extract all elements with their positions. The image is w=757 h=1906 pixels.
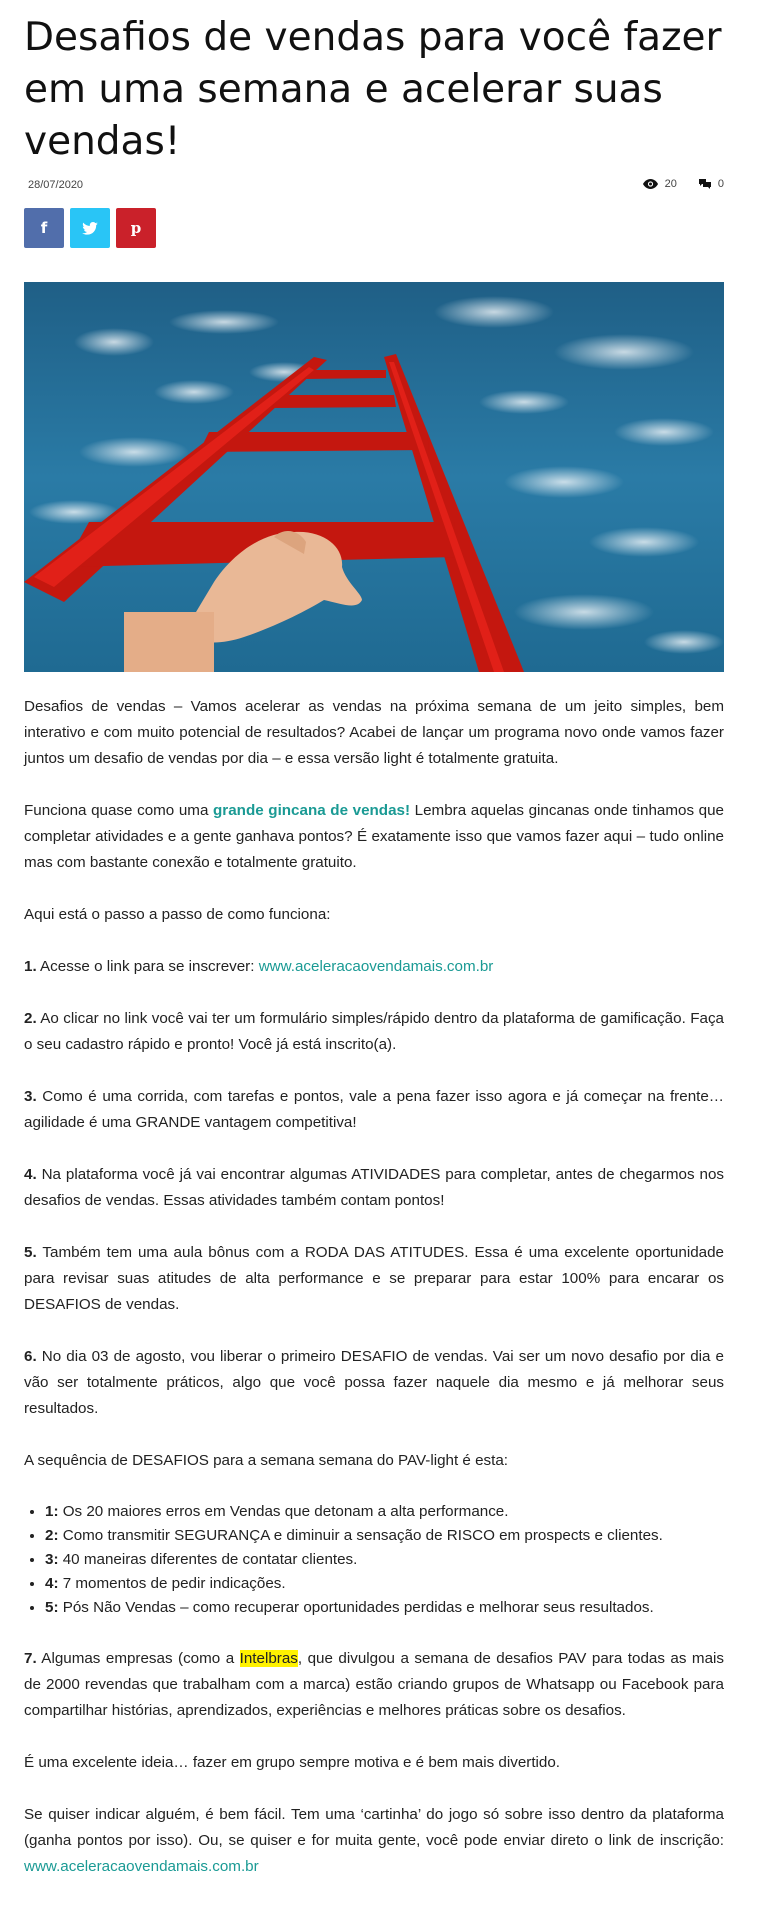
sequence-intro: A sequência de DESAFIOS para a semana semana do PAV-light é esta: — [24, 1452, 509, 1469]
step-7 — [24, 1646, 724, 1724]
step-5 — [24, 1240, 724, 1318]
challenges-list — [24, 1500, 724, 1620]
step-number: 7. — [24, 1650, 37, 1667]
list-item — [45, 1548, 724, 1572]
text-span: No dia 03 de agosto, vou liberar o primeiro DESAFIO de vendas. Vai ser um novo desafio por dia e vão ser totalmente práticos, algo que você possa fazer naquele dia mesmo e já melhorar seus resultados. — [24, 1348, 724, 1417]
text-span: Algumas empresas (como a — [36, 1650, 240, 1667]
intro-paragraph: Desafios de vendas – Vamos acelerar as vendas na próxima semana de um jeito simples, bem interativo e com muito potencial de resultados? Acabei de lançar um programa novo onde vamos fazer juntos um desafio de vendas por dia – e essa versão light é totalmente gratuita. — [24, 698, 724, 767]
views-count: 20 — [664, 178, 677, 190]
comments-icon — [699, 179, 711, 189]
text-span: Se quiser indicar alguém, é bem fácil. Tem uma ‘cartinha’ do jogo só sobre isso dentro da plataforma (ganha pontos por isso). Ou, se quiser e for muita gente, você pode enviar direto o link de inscrição: — [24, 1806, 724, 1849]
facebook-icon: f — [40, 219, 48, 237]
text-span: Também tem uma aula bônus com a RODA DAS ATITUDES. Essa é uma excelente oportunidade para revisar suas atitudes de alta performance e se preparar para estar 100% para encarar os DESAFIOS de vendas. — [24, 1244, 724, 1313]
step-number: 1. — [24, 958, 37, 975]
text-span: Funciona quase como uma — [24, 802, 214, 819]
list-item — [45, 1524, 724, 1548]
facebook-share-button[interactable] — [24, 208, 64, 248]
article-body — [24, 694, 724, 1880]
list-item — [45, 1596, 724, 1620]
list-item — [45, 1500, 724, 1524]
list-number: 4: — [45, 1575, 59, 1592]
list-number: 5: — [45, 1599, 59, 1616]
step-6 — [24, 1344, 724, 1422]
step-4 — [24, 1162, 724, 1214]
article-title: Desafios de vendas para você fazer em uma semana e acelerar suas vendas! — [24, 15, 722, 164]
list-number: 1: — [45, 1503, 59, 1520]
signup-link[interactable]: www.aceleracaovendamais.com.br — [258, 958, 494, 975]
step-number: 4. — [24, 1166, 37, 1183]
list-number: 2: — [45, 1527, 59, 1544]
text-span: , que divulgou a semana de desafios PAV para todas as mais de 2000 revendas que trabalham com a marca) estão criando grupos de Whatsapp ou Facebook para compartilhar histórias, aprendizados, experiências e melhores práticas sobre os desafios. — [24, 1650, 724, 1719]
list-number: 3: — [45, 1551, 59, 1568]
article-stats — [643, 178, 724, 190]
comments-count: 0 — [717, 178, 724, 190]
idea-paragraph: É uma excelente ideia… fazer em grupo sempre motiva e é bem mais divertido. — [24, 1754, 561, 1771]
twitter-share-button[interactable] — [70, 208, 110, 248]
step-number: 6. — [24, 1348, 37, 1365]
comments-counter[interactable] — [699, 178, 724, 190]
step-3 — [24, 1084, 724, 1136]
step-2 — [24, 1006, 724, 1058]
list-item — [45, 1572, 724, 1596]
referral-paragraph — [24, 1802, 724, 1880]
article — [24, 0, 724, 1906]
text-span: Lembra aquelas gincanas onde tinhamos que completar atividades e a gente ganhava pontos? É exatamente isso que vamos fazer aqui – tudo online mas com bastante conexão e totalmente gratuito. — [24, 802, 725, 871]
text-span: Como é uma corrida, com tarefas e pontos, vale a pena fazer isso agora e já começar na frente… agilidade é uma GRANDE vantagem competitiva! — [24, 1088, 724, 1131]
text-span: Acesse o link para se inscrever: — [36, 958, 259, 975]
text-span: Na plataforma você já vai encontrar algumas ATIVIDADES para completar, antes de chegarmos nos desafios de vendas. Essas atividades também contam pontos! — [24, 1166, 724, 1209]
gincana-paragraph — [24, 798, 724, 876]
signup-link-bottom[interactable]: www.aceleracaovendamais.com.br — [24, 1858, 259, 1875]
twitter-icon — [82, 222, 98, 235]
pinterest-share-button[interactable] — [116, 208, 156, 248]
step-number: 5. — [24, 1244, 37, 1261]
text-span: 7 momentos de pedir indicações. — [58, 1575, 286, 1592]
step-number: 3. — [24, 1088, 37, 1105]
article-date: 28/07/2020 — [28, 179, 84, 191]
steps-intro: Aqui está o passo a passo de como funciona: — [24, 906, 331, 923]
step-1 — [24, 954, 724, 980]
share-buttons — [24, 208, 724, 248]
text-span: Como transmitir SEGURANÇA e diminuir a sensação de RISCO em prospects e clientes. — [58, 1527, 663, 1544]
pinterest-icon: p — [130, 219, 142, 237]
text-span: Os 20 maiores erros em Vendas que detonam a alta performance. — [58, 1503, 509, 1520]
step-number: 2. — [24, 1010, 37, 1027]
hero-image — [24, 282, 724, 672]
text-span: Pós Não Vendas – como recuperar oportunidades perdidas e melhorar seus resultados. — [58, 1599, 654, 1616]
gincana-link[interactable]: grande gincana de vendas! — [213, 802, 411, 819]
article-meta — [24, 174, 724, 198]
views-counter — [643, 178, 677, 190]
intelbras-highlight: Intelbras — [239, 1650, 298, 1667]
text-span: Ao clicar no link você vai ter um formulário simples/rápido dentro da plataforma de gamificação. Faça o seu cadastro rápido e pronto! Você já está inscrito(a). — [24, 1010, 724, 1053]
text-span: 40 maneiras diferentes de contatar clientes. — [58, 1551, 358, 1568]
eye-icon — [643, 179, 658, 189]
